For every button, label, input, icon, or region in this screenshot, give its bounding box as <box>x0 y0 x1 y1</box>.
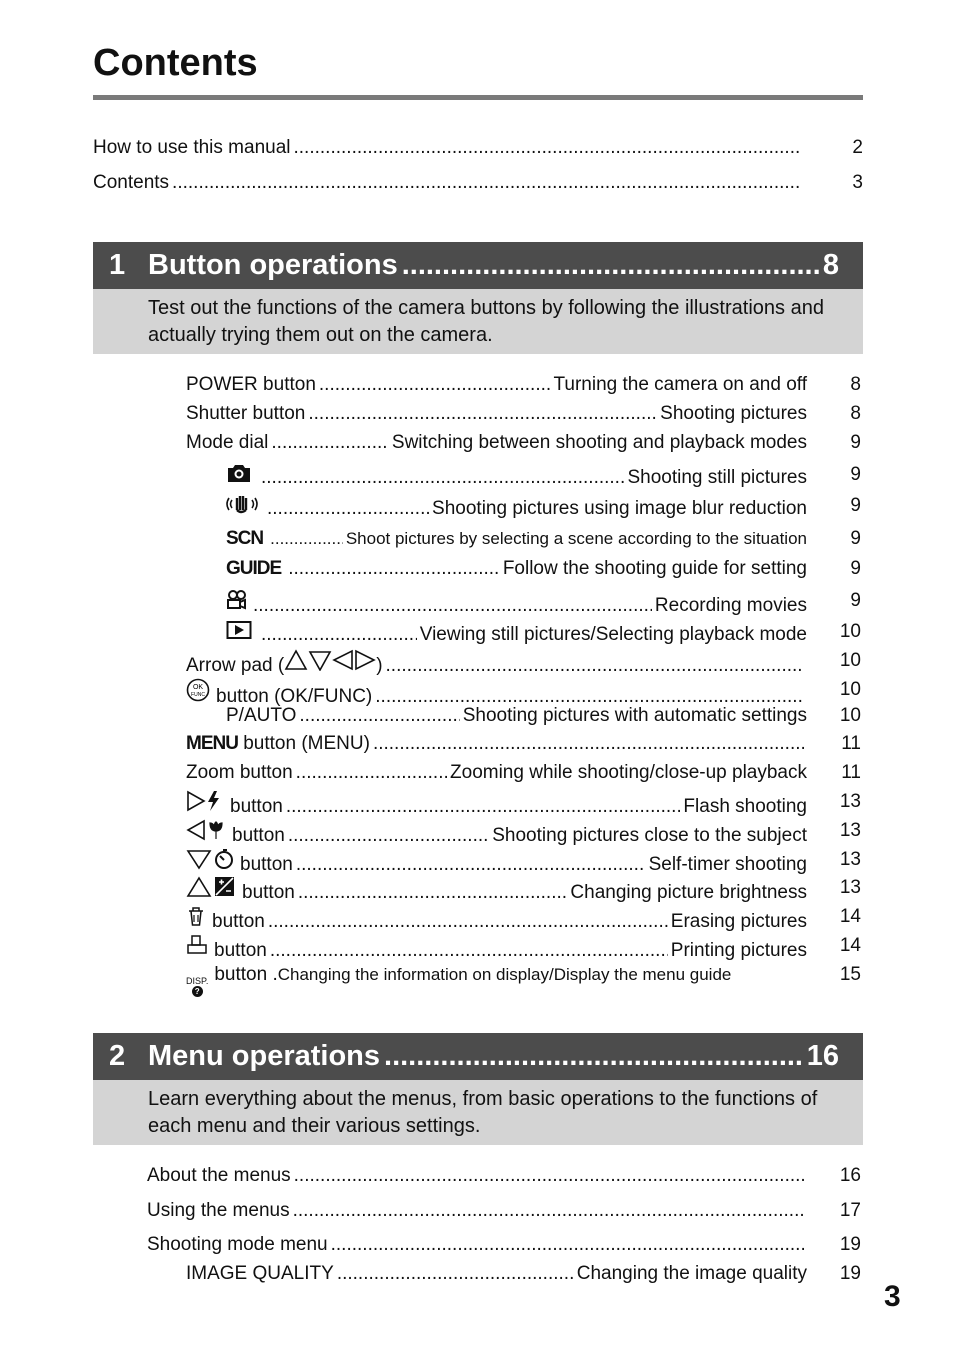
section-number: 2 <box>109 1040 126 1072</box>
toc-entry[interactable]: MENU button (MENU) ..... 11 <box>186 732 807 756</box>
toc-entry[interactable]: Using the menus ..... 17 <box>147 1199 807 1223</box>
dot-leader <box>384 1040 803 1073</box>
toc-entry-page: 2 <box>852 137 863 158</box>
toc-entry[interactable]: button ..... Shooting pictures close to the subject 13 <box>186 819 807 848</box>
toc-entry[interactable]: DISP. ? button . Changing the information on display/Display the menu guide 15 <box>186 964 861 996</box>
menu-icon: MENU <box>186 733 238 754</box>
page-number: 3 <box>884 1280 901 1313</box>
toc-entry[interactable]: ..... Recording movies 9 <box>226 589 807 618</box>
svg-text:FUNC: FUNC <box>191 692 205 698</box>
arrow-pad-icon <box>284 649 376 671</box>
dot-leader <box>253 594 652 618</box>
title-rule <box>93 95 863 100</box>
dot-leader <box>267 497 429 521</box>
dot-leader <box>293 1199 804 1223</box>
toc-entry[interactable]: OK FUNC button (OK/FUNC) ..... 10 <box>186 678 807 709</box>
dot-leader <box>337 1262 574 1286</box>
toc-entry[interactable]: ..... Shooting still pictures 9 <box>226 463 807 490</box>
movie-icon <box>226 589 248 611</box>
print-icon <box>186 934 208 956</box>
playback-icon <box>226 620 252 640</box>
ok-func-icon <box>186 678 210 702</box>
toc-entry-label: How to use this manual <box>93 137 291 158</box>
dot-leader <box>308 402 657 426</box>
dot-leader <box>271 431 389 455</box>
self-timer-icon <box>186 848 234 870</box>
scn-icon: SCN <box>226 528 264 549</box>
toc-entry[interactable] <box>93 171 863 195</box>
section-page: 16 <box>806 1040 839 1072</box>
toc-entry[interactable]: ..... Shooting pictures using image blur reduction 9 <box>226 494 807 521</box>
dot-leader <box>261 623 417 647</box>
dot-leader <box>331 1233 804 1257</box>
dot-leader <box>261 466 624 490</box>
toc-entry[interactable]: P/AUTO ..... Shooting pictures with automatic settings 10 <box>226 704 807 728</box>
toc-entry[interactable]: button ..... Changing picture brightness 13 <box>186 876 807 905</box>
section-description: Test out the functions of the camera buttons by following the illustrations and actually trying them out on the camera. <box>93 289 863 354</box>
section-description: Learn everything about the menus, from basic operations to the functions of each menu and their various settings. <box>93 1080 863 1145</box>
dot-leader <box>319 373 551 397</box>
svg-text:OK: OK <box>192 684 204 691</box>
toc-entry[interactable]: SCN ..... Shoot pictures by selecting a scene according to the situation 9 <box>226 527 807 551</box>
section-number: 1 <box>109 249 126 281</box>
toc-entry[interactable]: button ..... Erasing pictures 14 <box>186 905 807 934</box>
toc-entry[interactable]: Zoom button ..... Zooming while shooting/close-up playback 11 <box>186 761 807 785</box>
dot-leader <box>288 824 489 848</box>
disp-icon: DISP. ? <box>186 976 209 996</box>
toc-entry[interactable]: GUIDE ..... Follow the shooting guide for setting 9 <box>226 557 807 581</box>
dot-leader <box>296 761 447 785</box>
dot-leader <box>294 136 803 160</box>
toc-entry[interactable]: IMAGE QUALITY ..... Changing the image quality 19 <box>186 1262 807 1286</box>
dot-leader <box>402 249 819 282</box>
toc-entry[interactable]: button ..... Flash shooting 13 <box>186 790 807 819</box>
page-title: Contents <box>93 42 258 84</box>
dot-leader <box>268 910 668 934</box>
erase-icon <box>186 905 206 927</box>
toc-entry[interactable]: ..... Viewing still pictures/Selecting playback mode 10 <box>226 620 807 647</box>
macro-icon <box>186 819 226 841</box>
dot-leader <box>294 1164 804 1188</box>
dot-leader <box>296 853 646 877</box>
toc-entry[interactable]: Shooting mode menu ..... 19 <box>147 1233 807 1257</box>
dot-leader <box>386 654 804 678</box>
toc-entry[interactable]: Mode dial ..... Switching between shooting and playback modes 9 <box>186 431 807 455</box>
guide-icon: GUIDE <box>226 558 282 579</box>
section-page: 8 <box>822 249 839 281</box>
toc-entry[interactable] <box>93 136 863 160</box>
dot-leader <box>299 704 459 728</box>
dot-leader <box>270 527 343 551</box>
dot-leader <box>270 939 668 963</box>
section-name: Menu operations <box>148 1040 381 1072</box>
dot-leader <box>172 171 802 195</box>
toc-entry[interactable]: button ..... Self-timer shooting 13 <box>186 848 807 877</box>
toc-entry[interactable]: POWER button ..... Turning the camera on and off 8 <box>186 373 807 397</box>
toc-entry[interactable]: button ..... Printing pictures 14 <box>186 934 807 963</box>
toc-entry-page: 3 <box>852 172 863 193</box>
blur-reduction-icon <box>226 494 258 514</box>
camera-icon <box>226 463 252 483</box>
dot-leader <box>288 557 500 581</box>
toc-entry[interactable]: Shutter button ..... Shooting pictures 8 <box>186 402 807 426</box>
section-header[interactable] <box>93 242 863 289</box>
toc-entry[interactable]: Arrow pad ( ) ..... 10 <box>186 649 807 678</box>
section-name: Button operations <box>148 249 398 281</box>
toc-entry-label: Contents <box>93 172 170 193</box>
dot-leader <box>298 881 568 905</box>
exposure-icon <box>186 876 236 898</box>
dot-leader <box>286 795 681 819</box>
dot-leader <box>373 732 804 756</box>
flash-icon <box>186 790 224 812</box>
section-header[interactable] <box>93 1033 863 1080</box>
toc-entry[interactable]: About the menus ..... 16 <box>147 1164 807 1188</box>
